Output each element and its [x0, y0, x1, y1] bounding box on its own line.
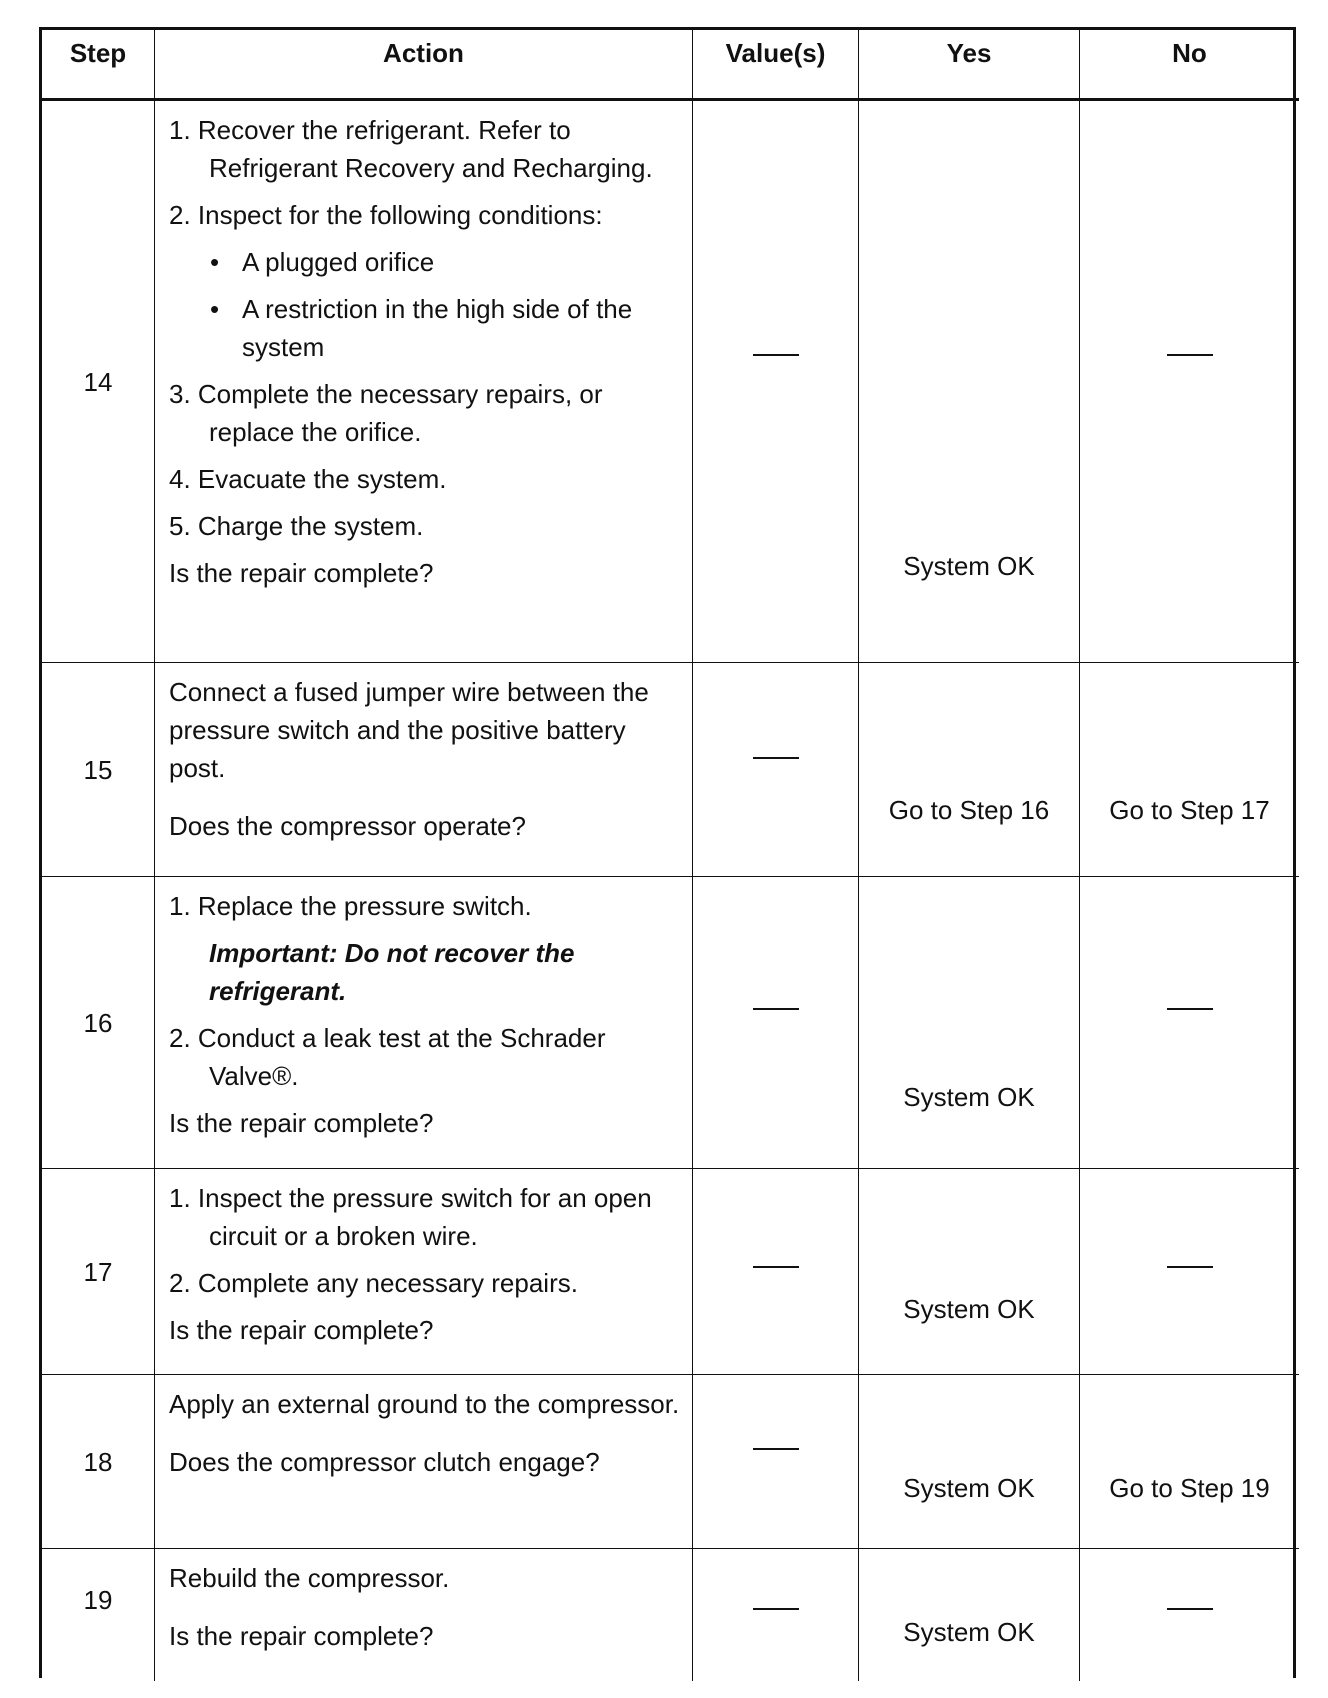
step-number — [42, 1375, 155, 1549]
bullet-item — [169, 243, 680, 281]
values-cell — [693, 1549, 859, 1681]
header-yes: Yes — [859, 30, 1080, 101]
action-question: Does the compressor clutch engage? — [169, 1447, 600, 1477]
yes-result: Go to Step 16 — [888, 795, 1050, 825]
dash-mark — [1167, 1266, 1213, 1268]
action-cell — [155, 1549, 693, 1681]
step-15-number: 15 — [83, 754, 113, 785]
action-cell — [155, 1375, 693, 1549]
yes-result: System OK — [903, 1617, 1035, 1647]
dash-mark — [753, 1266, 799, 1268]
action-item: 2. Conduct a leak test at the Schrader Valve®. — [169, 1023, 606, 1091]
action-item: 3. Complete the necessary repairs, or replace the orifice. — [169, 379, 603, 447]
action-cell — [155, 1169, 693, 1375]
no-cell — [1080, 877, 1299, 1169]
action-item: 1. Inspect the pressure switch for an open circuit or a broken wire. — [169, 1183, 652, 1251]
bullet-item — [169, 290, 680, 366]
dash-mark — [753, 757, 799, 759]
action-text: Rebuild the compressor. — [169, 1563, 450, 1593]
header-values: Value(s) — [693, 30, 859, 101]
action-cell — [155, 663, 693, 877]
no-cell — [1080, 663, 1299, 877]
values-cell — [693, 877, 859, 1169]
step-17-number: 17 — [83, 1256, 113, 1287]
dash-mark — [1167, 354, 1213, 356]
diagnostic-table — [39, 27, 1296, 1678]
yes-cell — [859, 1549, 1080, 1681]
bullet-text: A restriction in the high side of the system — [242, 294, 633, 362]
step-14-number: 14 — [83, 366, 113, 397]
action-question: Does the compressor operate? — [169, 811, 526, 841]
yes-result: System OK — [903, 551, 1035, 581]
step-number — [42, 1169, 155, 1375]
step-18-number: 18 — [83, 1446, 113, 1477]
values-cell — [693, 1375, 859, 1549]
no-cell — [1080, 1169, 1299, 1375]
no-result: Go to Step 17 — [1109, 795, 1270, 825]
bullet-text: A plugged orifice — [242, 247, 435, 277]
step-19-number: 19 — [83, 1585, 113, 1615]
no-cell — [1080, 1375, 1299, 1549]
step-number — [42, 1549, 155, 1681]
no-result: Go to Step 19 — [1109, 1473, 1270, 1503]
action-text: Apply an external ground to the compressor. — [169, 1389, 680, 1419]
step-number — [42, 663, 155, 877]
action-question: Is the repair complete? — [169, 1621, 434, 1651]
yes-result: System OK — [903, 1294, 1035, 1324]
important-note: Important: Do not recover the refrigerant. — [209, 938, 575, 1006]
header-no: No — [1080, 30, 1299, 101]
yes-cell — [859, 1169, 1080, 1375]
action-cell — [155, 877, 693, 1169]
action-item: 5. Charge the system. — [169, 511, 424, 541]
header-action: Action — [155, 30, 693, 101]
no-cell — [1080, 101, 1299, 663]
dash-mark — [753, 1448, 799, 1450]
step-number — [42, 877, 155, 1169]
header-step: Step — [42, 30, 155, 101]
bullet-icon: • — [210, 247, 220, 277]
dash-mark — [1167, 1008, 1213, 1010]
yes-result: System OK — [903, 1082, 1035, 1112]
action-item: 1. Recover the refrigerant. Refer to Refrigerant Recovery and Recharging. — [169, 115, 653, 183]
dash-mark — [753, 1608, 799, 1610]
values-cell — [693, 101, 859, 663]
bullet-icon: • — [210, 294, 220, 324]
action-item: 1. Replace the pressure switch. — [169, 891, 532, 921]
action-cell — [155, 101, 693, 663]
action-question: Is the repair complete? — [169, 558, 434, 588]
yes-cell — [859, 101, 1080, 663]
action-item: 2. Inspect for the following conditions: — [169, 200, 603, 230]
action-question: Is the repair complete? — [169, 1315, 434, 1345]
values-cell — [693, 1169, 859, 1375]
action-question: Is the repair complete? — [169, 1108, 434, 1138]
dash-mark — [753, 354, 799, 356]
yes-cell — [859, 877, 1080, 1169]
yes-cell — [859, 663, 1080, 877]
action-item: 2. Complete any necessary repairs. — [169, 1268, 578, 1298]
step-16-number: 16 — [83, 1007, 113, 1038]
values-cell — [693, 663, 859, 877]
step-number — [42, 101, 155, 663]
yes-cell — [859, 1375, 1080, 1549]
no-cell — [1080, 1549, 1299, 1681]
dash-mark — [753, 1008, 799, 1010]
yes-result: System OK — [903, 1473, 1035, 1503]
action-text: Connect a fused jumper wire between the pressure switch and the positive battery post. — [169, 677, 649, 783]
action-item: 4. Evacuate the system. — [169, 464, 447, 494]
dash-mark — [1167, 1608, 1213, 1610]
